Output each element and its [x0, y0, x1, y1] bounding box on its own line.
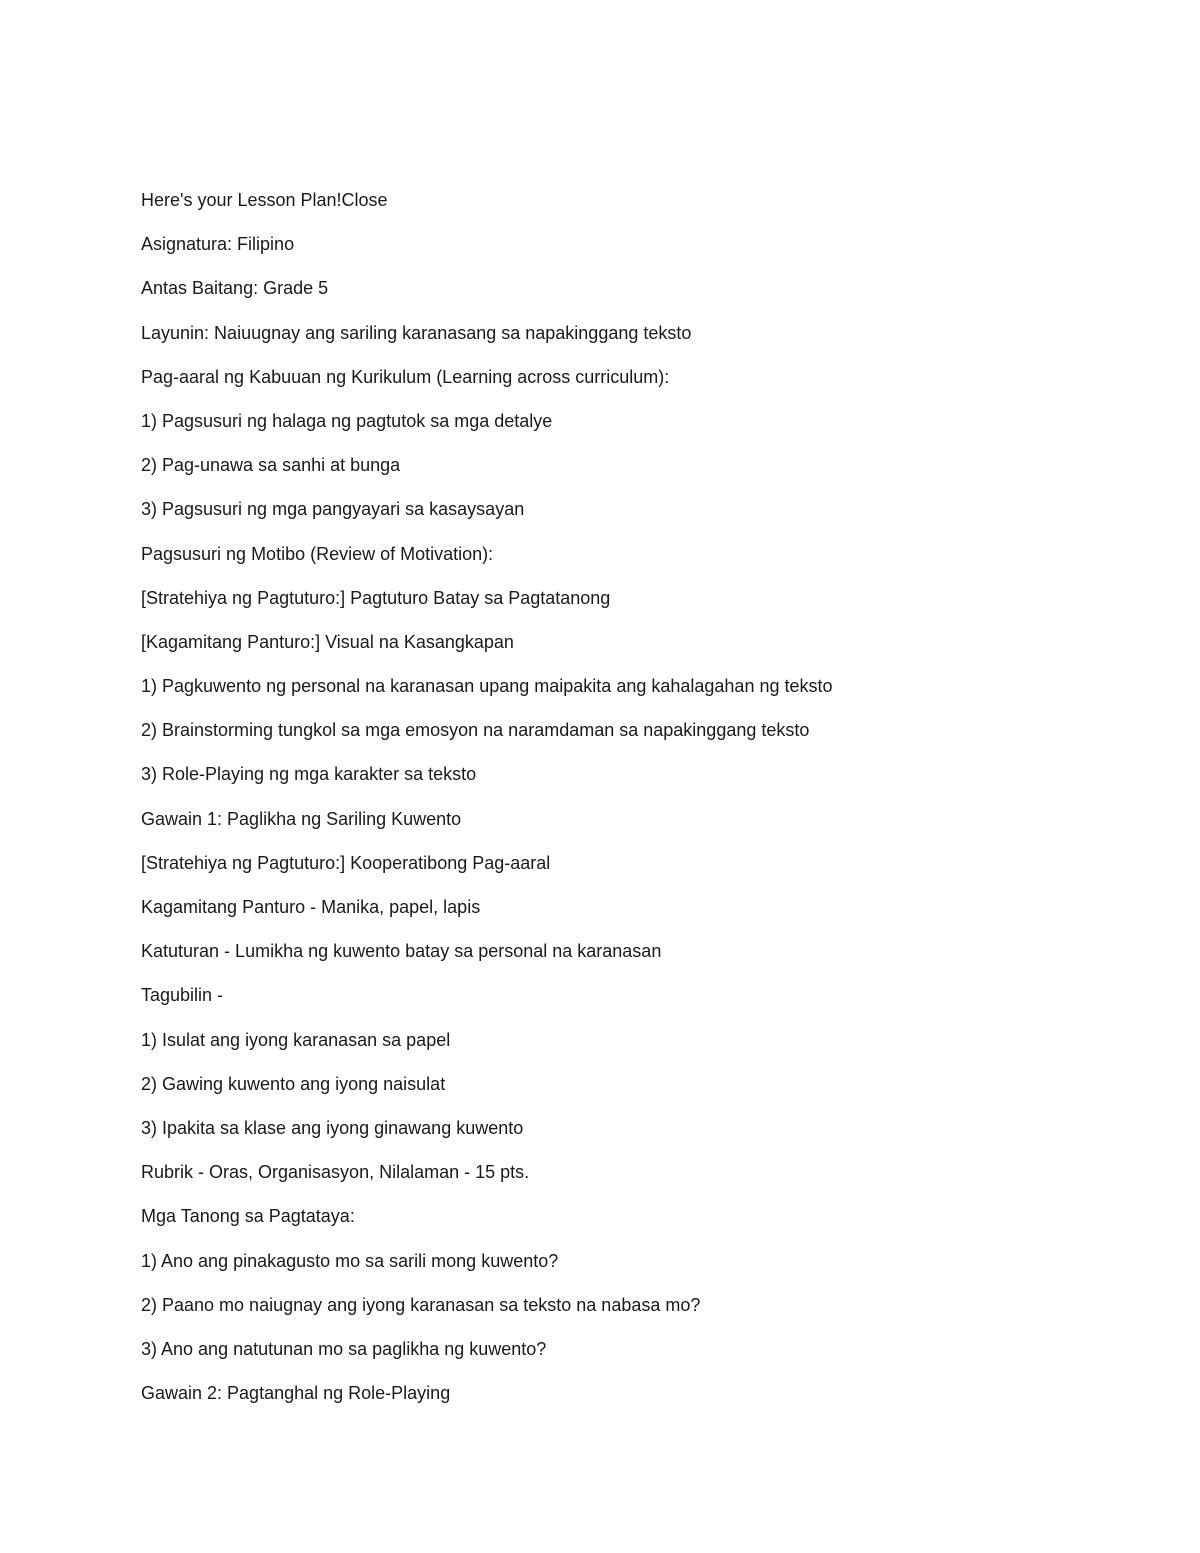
grade-level-line: Antas Baitang: Grade 5	[141, 278, 329, 299]
motivation-item-3: 3) Role-Playing ng mga karakter sa teksto	[141, 764, 477, 785]
assessment-question-3: 3) Ano ang natutunan mo sa paglikha ng kuwento?	[141, 1338, 547, 1359]
subject-line: Asignatura: Filipino	[141, 234, 295, 255]
activity-1-instructions-heading: Tagubilin -	[141, 985, 224, 1006]
activity-1-heading: Gawain 1: Paglikha ng Sariling Kuwento	[141, 808, 462, 829]
motivation-item-1: 1) Pagkuwento ng personal na karanasan upang maipakita ang kahalagahan ng teksto	[141, 676, 833, 697]
motivation-materials: [Kagamitang Panturo:] Visual na Kasangkapan	[141, 631, 514, 652]
assessment-heading: Mga Tanong sa Pagtataya:	[141, 1206, 355, 1227]
objective-line: Layunin: Naiuugnay ang sariling karanasang sa napakinggang teksto	[141, 322, 692, 343]
activity-1-strategy: [Stratehiya ng Pagtuturo:] Kooperatibong Pag-aaral	[141, 852, 551, 873]
activity-1-purpose: Katuturan - Lumikha ng kuwento batay sa personal na karanasan	[141, 941, 662, 962]
instruction-item-1: 1) Isulat ang iyong karanasan sa papel	[141, 1029, 451, 1050]
activity-2-heading: Gawain 2: Pagtanghal ng Role-Playing	[141, 1383, 451, 1404]
curriculum-heading: Pag-aaral ng Kabuuan ng Kurikulum (Learning across curriculum):	[141, 366, 670, 387]
curriculum-item-3: 3) Pagsusuri ng mga pangyayari sa kasaysayan	[141, 499, 525, 520]
instruction-item-3: 3) Ipakita sa klase ang iyong ginawang kuwento	[141, 1117, 524, 1138]
lesson-plan-text	[141, 186, 1141, 1423]
assessment-question-2: 2) Paano mo naiugnay ang iyong karanasan sa teksto na nabasa mo?	[141, 1294, 701, 1315]
curriculum-item-1: 1) Pagsusuri ng halaga ng pagtutok sa mga detalye	[141, 410, 553, 431]
curriculum-item-2: 2) Pag-unawa sa sanhi at bunga	[141, 455, 401, 476]
motivation-item-2: 2) Brainstorming tungkol sa mga emosyon na naramdaman sa napakinggang teksto	[141, 720, 810, 741]
header-line: Here's your Lesson Plan!Close	[141, 190, 388, 210]
motivation-strategy: [Stratehiya ng Pagtuturo:] Pagtuturo Batay sa Pagtatanong	[141, 587, 611, 608]
rubric-line: Rubrik - Oras, Organisasyon, Nilalaman - 15 pts.	[141, 1162, 530, 1183]
motivation-heading: Pagsusuri ng Motibo (Review of Motivation):	[141, 543, 494, 564]
assessment-question-1: 1) Ano ang pinakagusto mo sa sarili mong kuwento?	[141, 1250, 559, 1271]
activity-1-materials: Kagamitang Panturo - Manika, papel, lapis	[141, 897, 481, 917]
instruction-item-2: 2) Gawing kuwento ang iyong naisulat	[141, 1073, 446, 1094]
